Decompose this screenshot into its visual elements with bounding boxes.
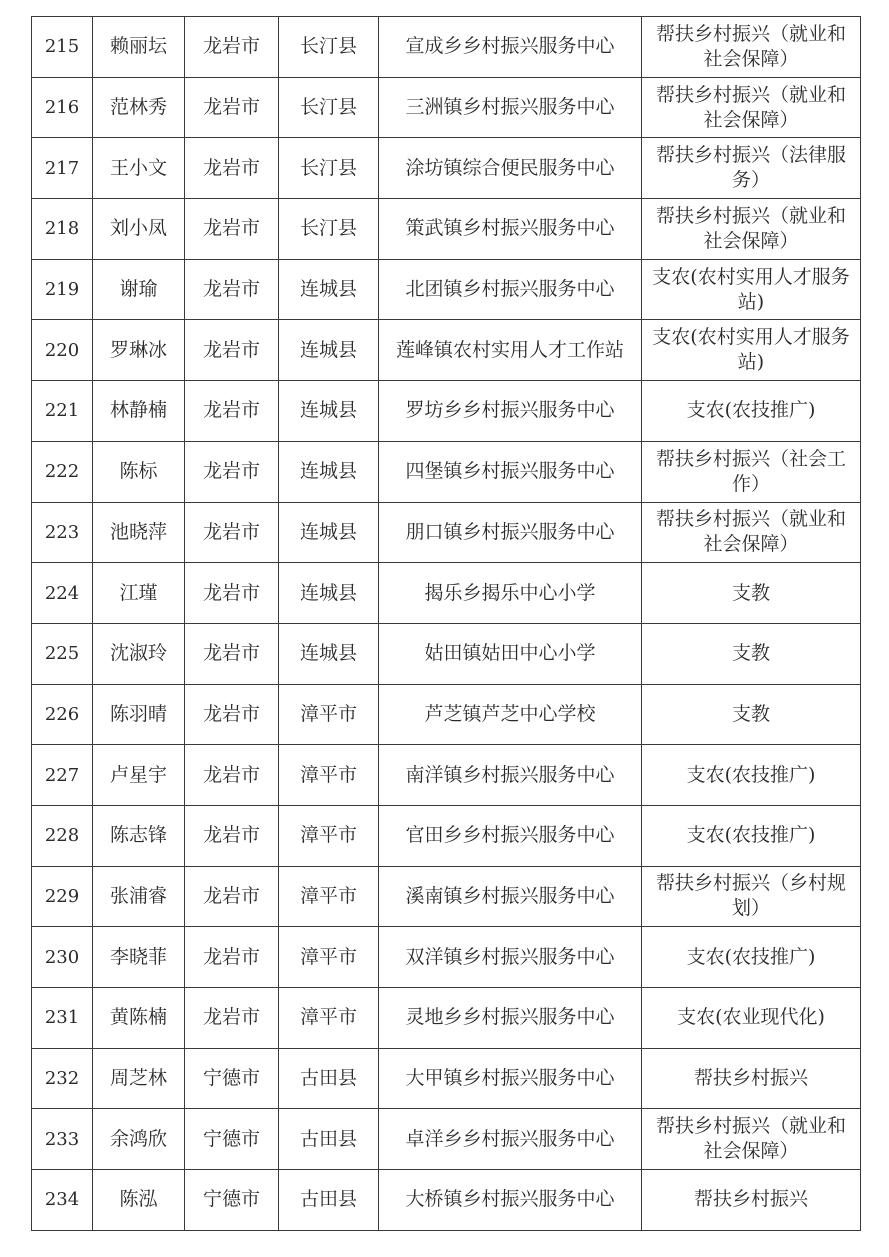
city: 宁德市 [185,1048,279,1109]
row-number: 222 [32,441,93,502]
city: 龙岩市 [185,320,279,381]
row-number: 220 [32,320,93,381]
person-name: 陈志锋 [93,805,185,866]
service-post: 帮扶乡村振兴（社会工作） [642,441,861,502]
city: 龙岩市 [185,866,279,927]
person-name: 赖丽坛 [93,17,185,78]
row-number: 215 [32,17,93,78]
table-row [32,1170,861,1231]
city: 龙岩市 [185,563,279,624]
person-name: 余鸿欣 [93,1109,185,1170]
row-number: 226 [32,684,93,745]
table-row [32,684,861,745]
city: 龙岩市 [185,441,279,502]
city: 龙岩市 [185,927,279,988]
service-post: 支农(农村实用人才服务站) [642,259,861,320]
row-number: 231 [32,988,93,1049]
city: 龙岩市 [185,745,279,806]
table-row [32,866,861,927]
city: 龙岩市 [185,988,279,1049]
county: 漳平市 [279,684,379,745]
service-post: 支农(农村实用人才服务站) [642,320,861,381]
row-number: 217 [32,138,93,199]
service-unit: 姑田镇姑田中心小学 [379,623,642,684]
person-name: 黄陈楠 [93,988,185,1049]
service-unit: 三洲镇乡村振兴服务中心 [379,77,642,138]
roster-table-body [32,17,861,1231]
person-name: 范林秀 [93,77,185,138]
county: 漳平市 [279,805,379,866]
city: 龙岩市 [185,684,279,745]
table-row [32,259,861,320]
row-number: 219 [32,259,93,320]
table-row [32,138,861,199]
service-unit: 揭乐乡揭乐中心小学 [379,563,642,624]
county: 漳平市 [279,988,379,1049]
person-name: 沈淑玲 [93,623,185,684]
person-name: 陈羽晴 [93,684,185,745]
county: 漳平市 [279,866,379,927]
county: 连城县 [279,502,379,563]
service-unit: 双洋镇乡村振兴服务中心 [379,927,642,988]
county: 古田县 [279,1048,379,1109]
county: 长汀县 [279,138,379,199]
county: 连城县 [279,259,379,320]
row-number: 228 [32,805,93,866]
county: 长汀县 [279,17,379,78]
city: 龙岩市 [185,623,279,684]
row-number: 224 [32,563,93,624]
county: 长汀县 [279,199,379,260]
row-number: 225 [32,623,93,684]
service-post: 支农(农技推广) [642,745,861,806]
city: 龙岩市 [185,502,279,563]
person-name: 张浦睿 [93,866,185,927]
person-name: 李晓菲 [93,927,185,988]
city: 龙岩市 [185,17,279,78]
row-number: 229 [32,866,93,927]
service-post: 支农(农技推广) [642,927,861,988]
service-unit: 大甲镇乡村振兴服务中心 [379,1048,642,1109]
row-number: 230 [32,927,93,988]
row-number: 233 [32,1109,93,1170]
service-post: 支农(农技推广) [642,381,861,442]
table-row [32,502,861,563]
service-post: 支教 [642,563,861,624]
table-row [32,988,861,1049]
county: 连城县 [279,381,379,442]
service-unit: 四堡镇乡村振兴服务中心 [379,441,642,502]
service-unit: 罗坊乡乡村振兴服务中心 [379,381,642,442]
service-unit: 官田乡乡村振兴服务中心 [379,805,642,866]
table-row [32,199,861,260]
service-unit: 涂坊镇综合便民服务中心 [379,138,642,199]
table-row [32,745,861,806]
service-unit: 芦芝镇芦芝中心学校 [379,684,642,745]
service-post: 帮扶乡村振兴（法律服务） [642,138,861,199]
table-row [32,805,861,866]
table-row [32,320,861,381]
person-name: 刘小凤 [93,199,185,260]
county: 连城县 [279,623,379,684]
service-unit: 朋口镇乡村振兴服务中心 [379,502,642,563]
service-post: 帮扶乡村振兴 [642,1048,861,1109]
service-unit: 宣成乡乡村振兴服务中心 [379,17,642,78]
person-name: 谢瑜 [93,259,185,320]
person-name: 王小文 [93,138,185,199]
row-number: 221 [32,381,93,442]
city: 龙岩市 [185,259,279,320]
city: 龙岩市 [185,805,279,866]
service-unit: 溪南镇乡村振兴服务中心 [379,866,642,927]
county: 古田县 [279,1170,379,1231]
service-post: 支农(农技推广) [642,805,861,866]
city: 龙岩市 [185,77,279,138]
person-name: 周芝林 [93,1048,185,1109]
service-unit: 灵地乡乡村振兴服务中心 [379,988,642,1049]
person-name: 陈标 [93,441,185,502]
city: 龙岩市 [185,199,279,260]
service-unit: 南洋镇乡村振兴服务中心 [379,745,642,806]
row-number: 218 [32,199,93,260]
table-row [32,623,861,684]
person-name: 江瑾 [93,563,185,624]
service-post: 帮扶乡村振兴（就业和社会保障） [642,17,861,78]
service-unit: 卓洋乡乡村振兴服务中心 [379,1109,642,1170]
person-name: 池晓萍 [93,502,185,563]
service-unit: 莲峰镇农村实用人才工作站 [379,320,642,381]
row-number: 227 [32,745,93,806]
table-row [32,381,861,442]
table-row [32,563,861,624]
row-number: 223 [32,502,93,563]
city: 宁德市 [185,1170,279,1231]
table-row [32,77,861,138]
service-post: 帮扶乡村振兴（乡村规划） [642,866,861,927]
county: 漳平市 [279,927,379,988]
person-name: 陈泓 [93,1170,185,1231]
roster-table [31,16,861,1231]
person-name: 卢星宇 [93,745,185,806]
service-post: 帮扶乡村振兴（就业和社会保障） [642,199,861,260]
table-row [32,441,861,502]
service-unit: 北团镇乡村振兴服务中心 [379,259,642,320]
county: 长汀县 [279,77,379,138]
service-post: 帮扶乡村振兴（就业和社会保障） [642,1109,861,1170]
table-row [32,17,861,78]
service-unit: 大桥镇乡村振兴服务中心 [379,1170,642,1231]
county: 连城县 [279,320,379,381]
roster-table-container [31,16,861,1231]
row-number: 232 [32,1048,93,1109]
person-name: 罗琳冰 [93,320,185,381]
service-unit: 策武镇乡村振兴服务中心 [379,199,642,260]
city: 龙岩市 [185,138,279,199]
service-post: 支农(农业现代化) [642,988,861,1049]
table-row [32,1109,861,1170]
service-post: 帮扶乡村振兴（就业和社会保障） [642,502,861,563]
service-post: 帮扶乡村振兴（就业和社会保障） [642,77,861,138]
county: 古田县 [279,1109,379,1170]
county: 连城县 [279,563,379,624]
city: 宁德市 [185,1109,279,1170]
table-row [32,1048,861,1109]
service-post: 支教 [642,623,861,684]
row-number: 234 [32,1170,93,1231]
city: 龙岩市 [185,381,279,442]
county: 漳平市 [279,745,379,806]
service-post: 帮扶乡村振兴 [642,1170,861,1231]
person-name: 林静楠 [93,381,185,442]
service-post: 支教 [642,684,861,745]
table-row [32,927,861,988]
county: 连城县 [279,441,379,502]
row-number: 216 [32,77,93,138]
